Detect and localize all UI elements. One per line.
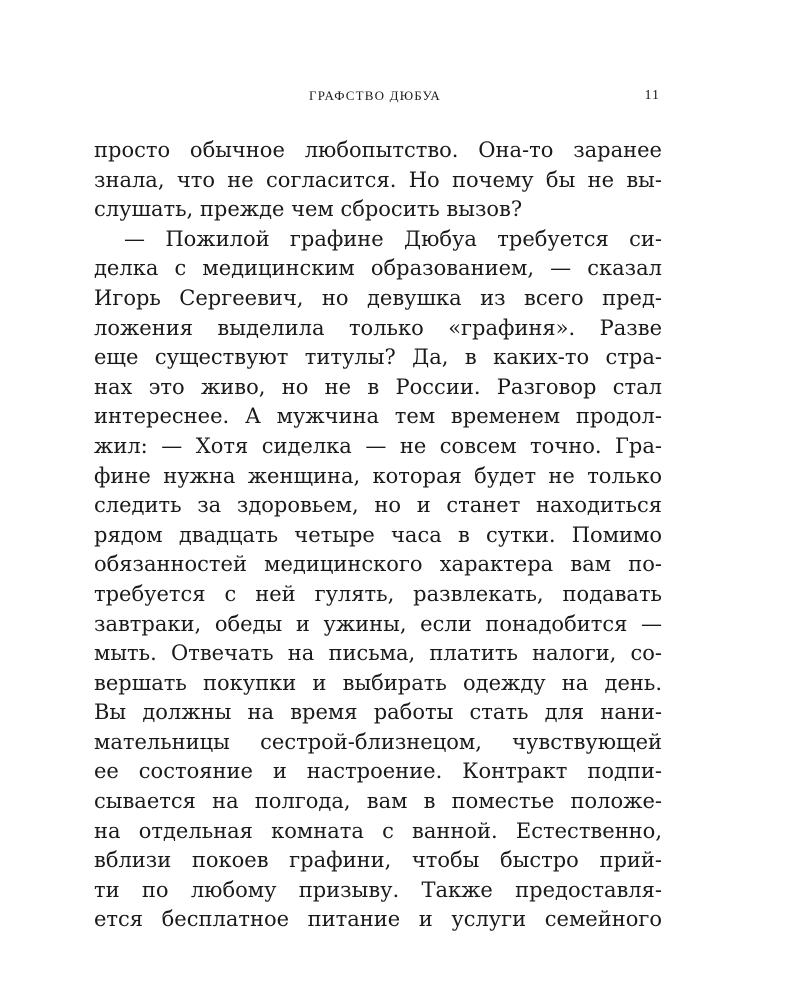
text-line: ее состояние и настроение. Контракт подпи-	[94, 759, 662, 784]
text-line: вершать покупки и выбирать одежду на день.	[94, 670, 662, 695]
text-line: сывается на полгода, вам в поместье положе-	[94, 789, 662, 814]
text-line: просто обычное любопытство. Она-то заранее	[94, 138, 662, 162]
text-line: жил: — Хотя сиделка — не совсем точно. Гра-	[94, 433, 662, 458]
text-line: нах это живо, но не в России. Разговор стал	[94, 374, 662, 399]
text-line: еще существуют титулы? Да, в каких-то стра-	[94, 345, 662, 370]
running-header	[0, 88, 800, 108]
text-line: на отдельная комната с ванной. Естественно,	[94, 818, 662, 843]
text-line: мательницы сестрой-близнецом, чувствующей	[94, 729, 662, 754]
text-line: завтраки, обеды и ужины, если понадобится —	[94, 611, 662, 636]
text-line: ется бесплатное питание и услуги семейного	[94, 907, 662, 932]
text-line: Вы должны на время работы стать для нани-	[94, 700, 662, 725]
text-line: следить за здоровьем, но и станет находиться	[94, 493, 662, 518]
text-line: интереснее. А мужчина тем временем продол-	[94, 404, 662, 429]
text-line: фине нужна женщина, которая будет не только	[94, 463, 662, 488]
text-line: ти по любому призыву. Также предоставля-	[94, 877, 662, 902]
text-line: требуется с ней гулять, развлекать, подавать	[94, 581, 662, 606]
page-number: 11	[644, 88, 660, 103]
text-line: вблизи покоев графини, чтобы быстро прий-	[94, 848, 662, 873]
text-line: рядом двадцать четыре часа в сутки. Помимо	[94, 522, 662, 547]
text-line: делка с медицинским образованием, — сказал	[94, 256, 662, 281]
text-line: Игорь Сергеевич, но девушка из всего пред-	[94, 285, 662, 310]
paragraph-start-line: — Пожилой графине Дюбуа требуется си-	[124, 226, 662, 251]
body-text	[94, 136, 662, 935]
text-line: знала, что не согласится. Но почему бы не вы-	[94, 167, 662, 192]
text-line: обязанностей медицинского характера вам по-	[94, 552, 662, 577]
text-line: ложения выделила только «графиня». Разве	[94, 315, 662, 340]
running-title: ГРАФСТВО ДЮБУА	[309, 88, 441, 103]
text-line: мыть. Отвечать на письма, платить налоги, со-	[94, 641, 662, 666]
text-line: слушать, прежде чем сбросить вызов?	[94, 197, 523, 222]
